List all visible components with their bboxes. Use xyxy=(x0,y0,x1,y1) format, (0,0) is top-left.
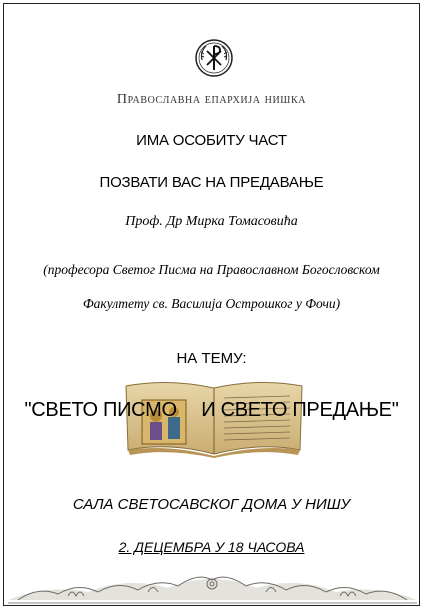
speaker-affiliation-line2: Факултету св. Василија Острошког у Фочи) xyxy=(82,296,341,311)
invitation-page xyxy=(3,3,420,606)
lecture-title xyxy=(4,399,419,422)
topic-label: НА ТЕМУ: xyxy=(176,350,247,367)
event-datetime: 2. ДЕЦЕМБРА У 18 ЧАСОВА xyxy=(118,539,305,555)
invite-line: ПОЗВАТИ ВАС НА ПРЕДАВАЊЕ xyxy=(99,174,324,191)
lecture-title-part2: И СВЕТО ПРЕДАЊЕ" xyxy=(201,399,399,421)
venue: САЛА СВЕТОСАВСКОГ ДОМА У НИШУ xyxy=(72,496,351,513)
chi-rho-emblem-icon xyxy=(194,38,234,78)
speaker-name: Проф. Др Мирка Томасовића xyxy=(125,214,298,229)
honor-line: ИМА ОСОБИТУ ЧАСТ xyxy=(136,132,287,149)
speaker-affiliation-line1: (професора Светог Писма на Православном Богословском xyxy=(43,262,380,277)
lecture-title-part1: "СВЕТО ПИСМО xyxy=(24,399,177,421)
floral-ornament-border xyxy=(8,570,417,604)
eparchy-name: Православна епархија нишка xyxy=(116,92,307,107)
